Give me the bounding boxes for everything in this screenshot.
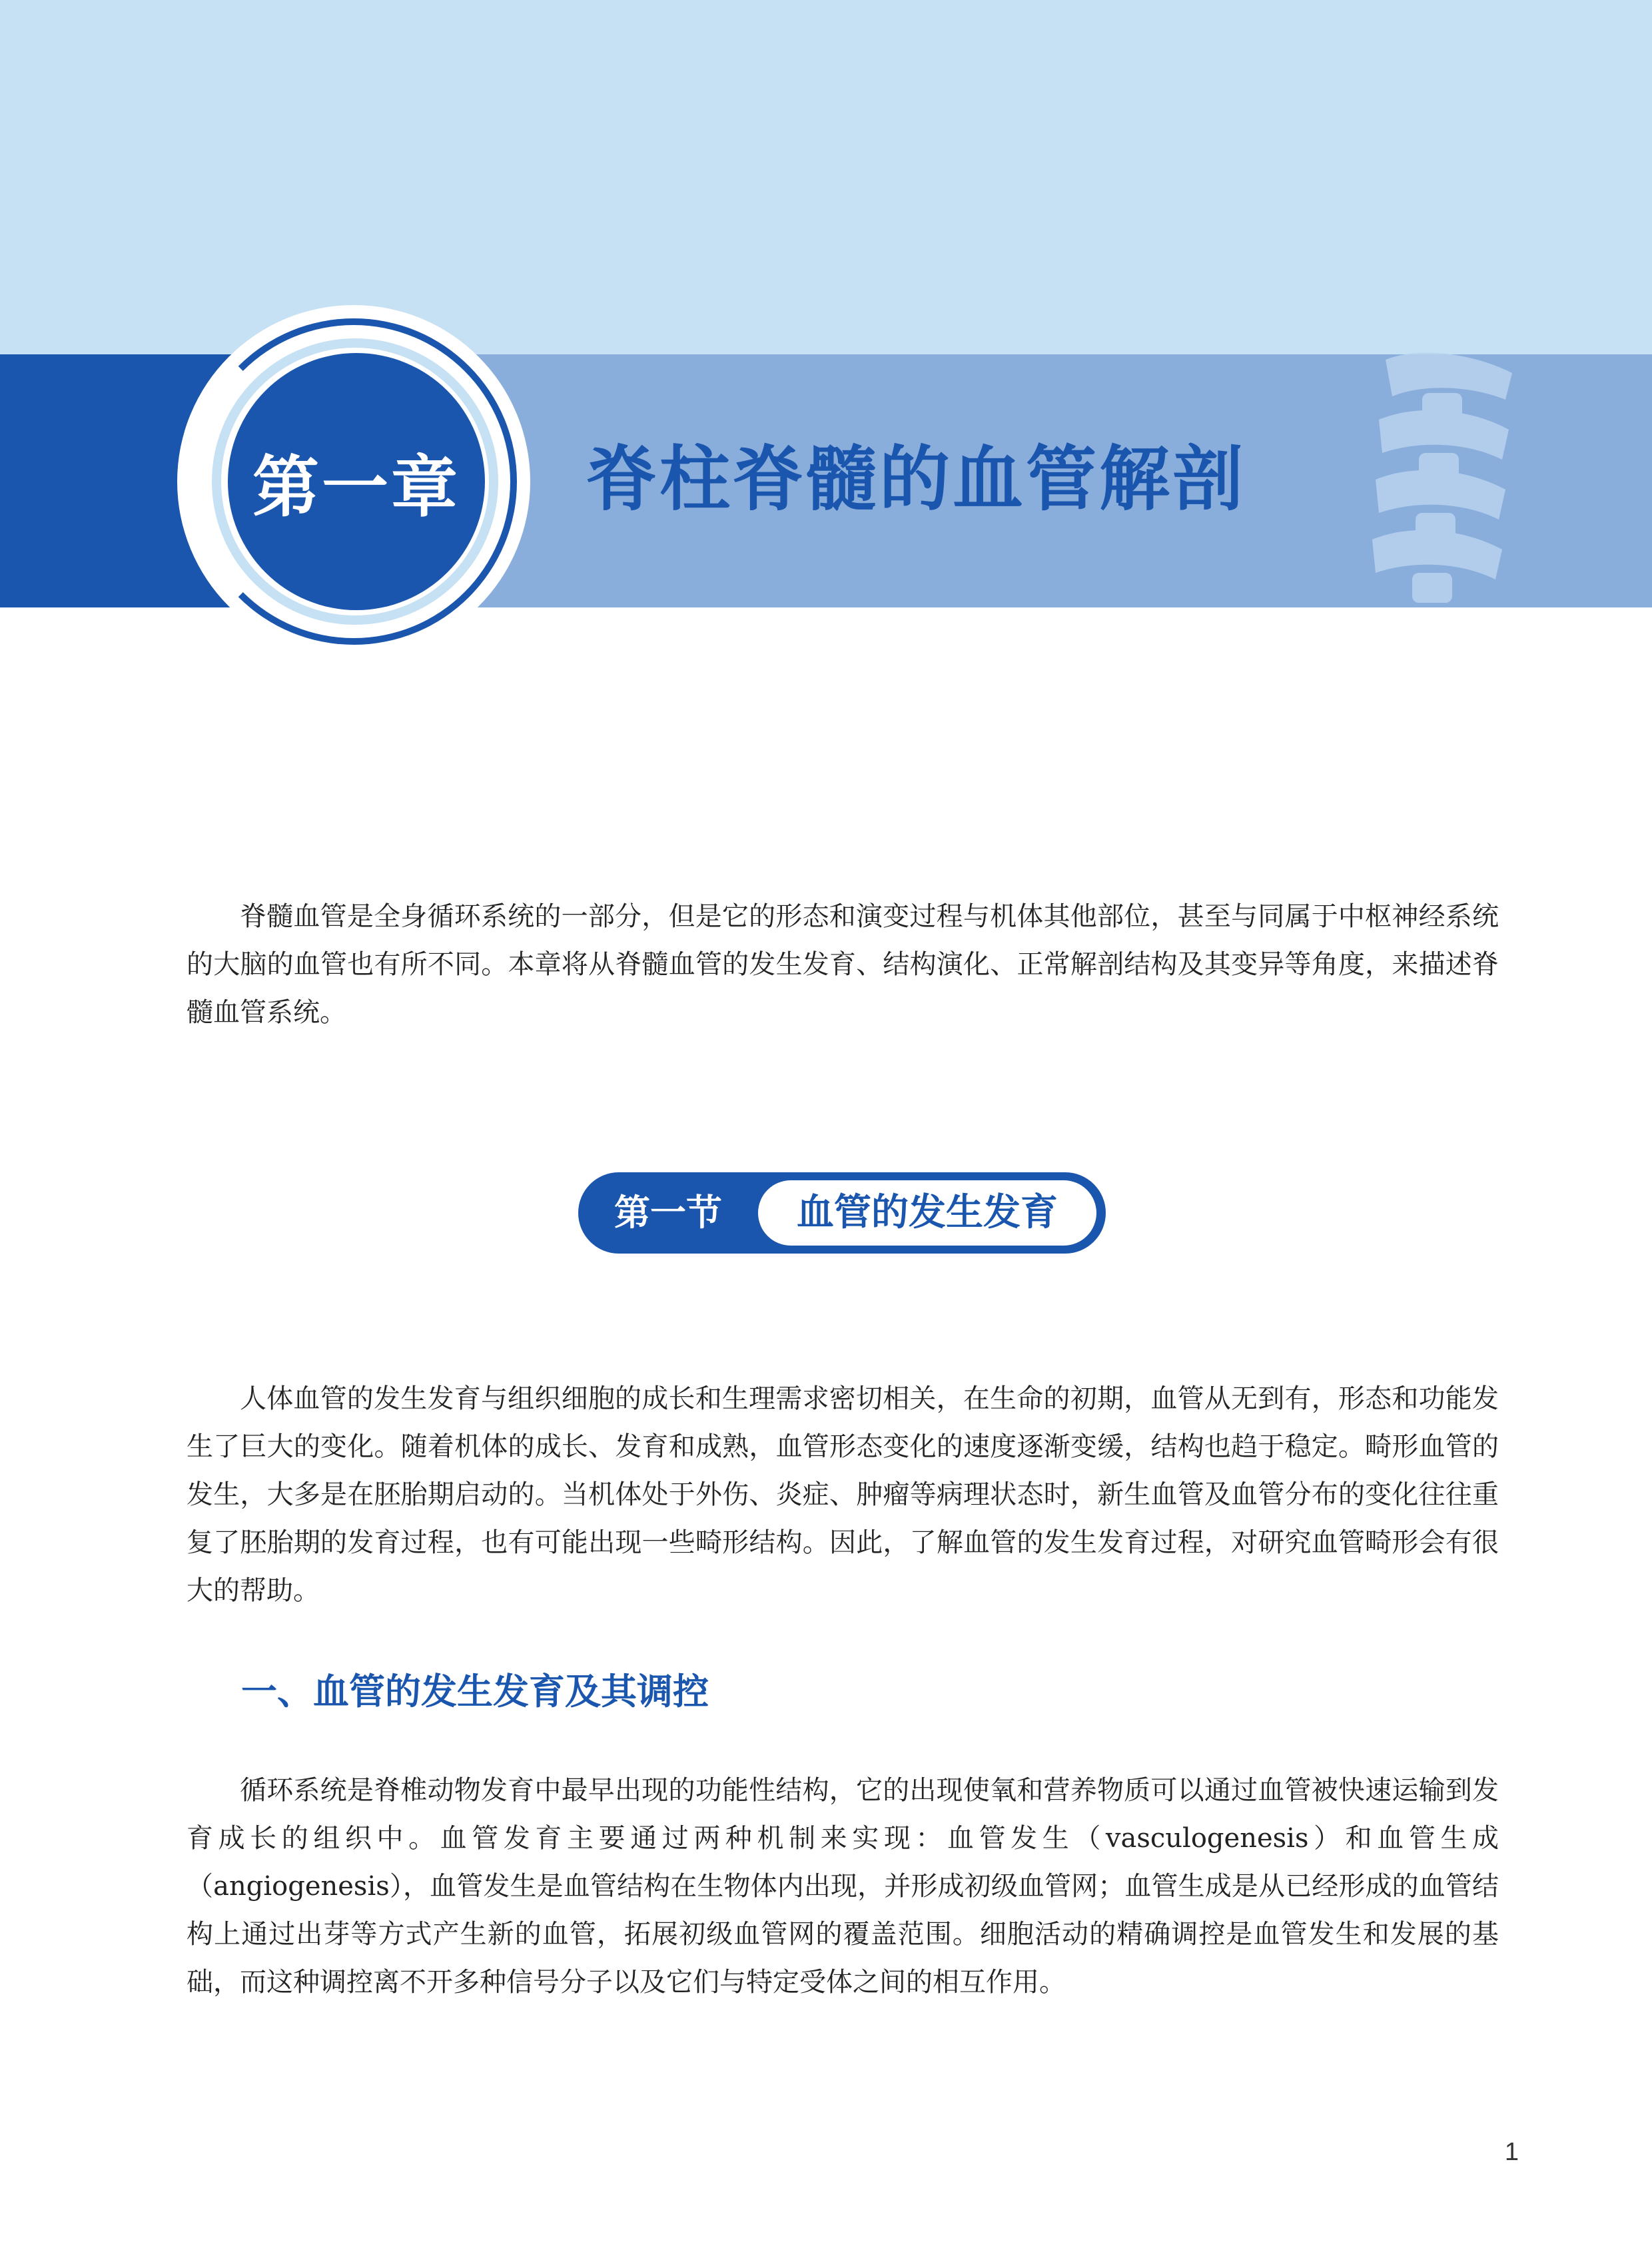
section-paragraph: 人体血管的发生发育与组织细胞的成长和生理需求密切相关，在生命的初期，血管从无到有，形态和功能发生了巨大的变化。随着机体的成长、发育和成熟，血管形态变化的速度逐渐变缓，结构也趋于稳定。畸形血管的发生，大多是在胚胎期启动的。当机体处于外伤、炎症、肿瘤等病理状态时，新生血管及血管分布的变化往往重复了胚胎期的发育过程，也有可能出现一些畸形结构。因此，了解血管的发生发育过程，对研究血管畸形会有很大的帮助。 <box>187 1383 1499 1606</box>
subsection-heading: 一、血管的发生发育及其调控 <box>241 1671 709 1712</box>
spine-decoration-icon <box>1359 346 1532 607</box>
section-title: 血管的发生发育 <box>797 1191 1058 1234</box>
subsection-paragraph: 循环系统是脊椎动物发育中最早出现的功能性结构，它的出现使氧和营养物质可以通过血管被快速运输到发育成长的组织中。血管发育主要通过两种机制来实现：血管发生（vasculogenesis）和血管生成（angiogenesis），血管发生是血管结构在生物体内出现，并形成初级血管网；血管生成是从已经形成的血管结构上通过出芽等方式产生新的血管，拓展初级血管网的覆盖范围。细胞活动的精确调控是血管发生和发展的基础，而这种调控离不开多种信号分子以及它们与特定受体之间的相互作用。 <box>187 1775 1499 1998</box>
section-number: 第一节 <box>614 1192 722 1234</box>
header-top-band <box>0 0 1652 354</box>
chapter-title: 脊柱脊髓的血管解剖 <box>586 438 1246 520</box>
intro-paragraph: 脊髓血管是全身循环系统的一部分，但是它的形态和演变过程与机体其他部位，甚至与同属于中枢神经系统的大脑的血管也有所不同。本章将从脊髓血管的发生发育、结构演化、正常解剖结构及其变异等角度，来描述脊髓血管系统。 <box>187 901 1499 1028</box>
chapter-number: 第一章 <box>252 448 460 526</box>
page-number: 1 <box>1504 2138 1519 2166</box>
